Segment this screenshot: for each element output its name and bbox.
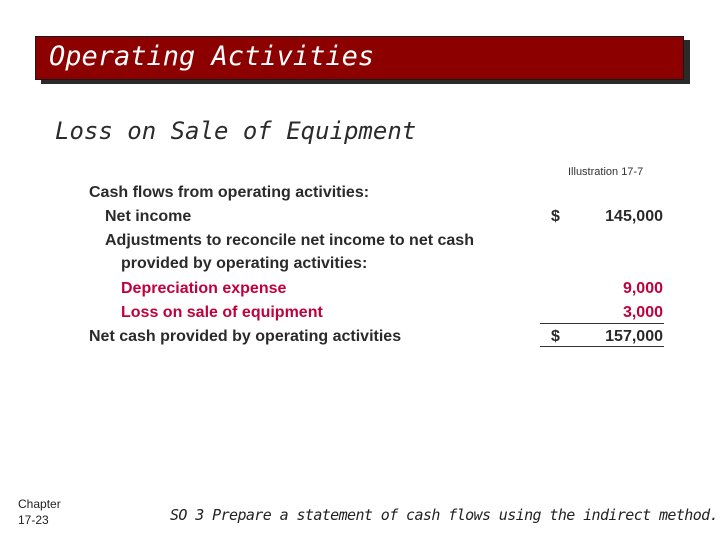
net-cash-total-dollar-sign: $ (551, 328, 560, 345)
chapter-reference (18, 496, 61, 528)
adjustments-label-line2: provided by operating activities: (121, 255, 368, 272)
adjustments-label-line1: Adjustments to reconcile net income to net cash (105, 232, 474, 249)
net-income-label: Net income (105, 208, 192, 225)
net-cash-total-label: Net cash provided by operating activities (89, 328, 402, 345)
total-rule (540, 346, 664, 347)
depreciation-label: Depreciation expense (121, 280, 287, 297)
title-bar (35, 36, 684, 80)
chapter-label: Chapter (18, 497, 61, 511)
chapter-page-number: 17-23 (18, 513, 49, 527)
statement-heading-row (0, 184, 720, 206)
net-cash-total-amount: 157,000 (605, 328, 663, 345)
subtotal-rule (540, 323, 664, 324)
adjustments-row-1 (0, 232, 720, 254)
net-income-amount: 145,000 (605, 208, 663, 225)
adjustments-row-2 (0, 255, 720, 277)
study-objective: SO 3 Prepare a statement of cash flows using the indirect method. (170, 506, 719, 524)
net-income-row (0, 208, 720, 230)
net-income-dollar-sign: $ (551, 208, 560, 225)
slide-subtitle: Loss on Sale of Equipment (55, 117, 417, 145)
statement-heading: Cash flows from operating activities: (89, 184, 370, 201)
depreciation-row (0, 280, 720, 302)
illustration-label: Illustration 17-7 (568, 166, 644, 178)
loss-on-sale-label: Loss on sale of equipment (121, 304, 323, 321)
loss-on-sale-amount: 3,000 (622, 304, 663, 321)
page-title: Operating Activities (49, 41, 375, 72)
depreciation-amount: 9,000 (622, 280, 663, 297)
